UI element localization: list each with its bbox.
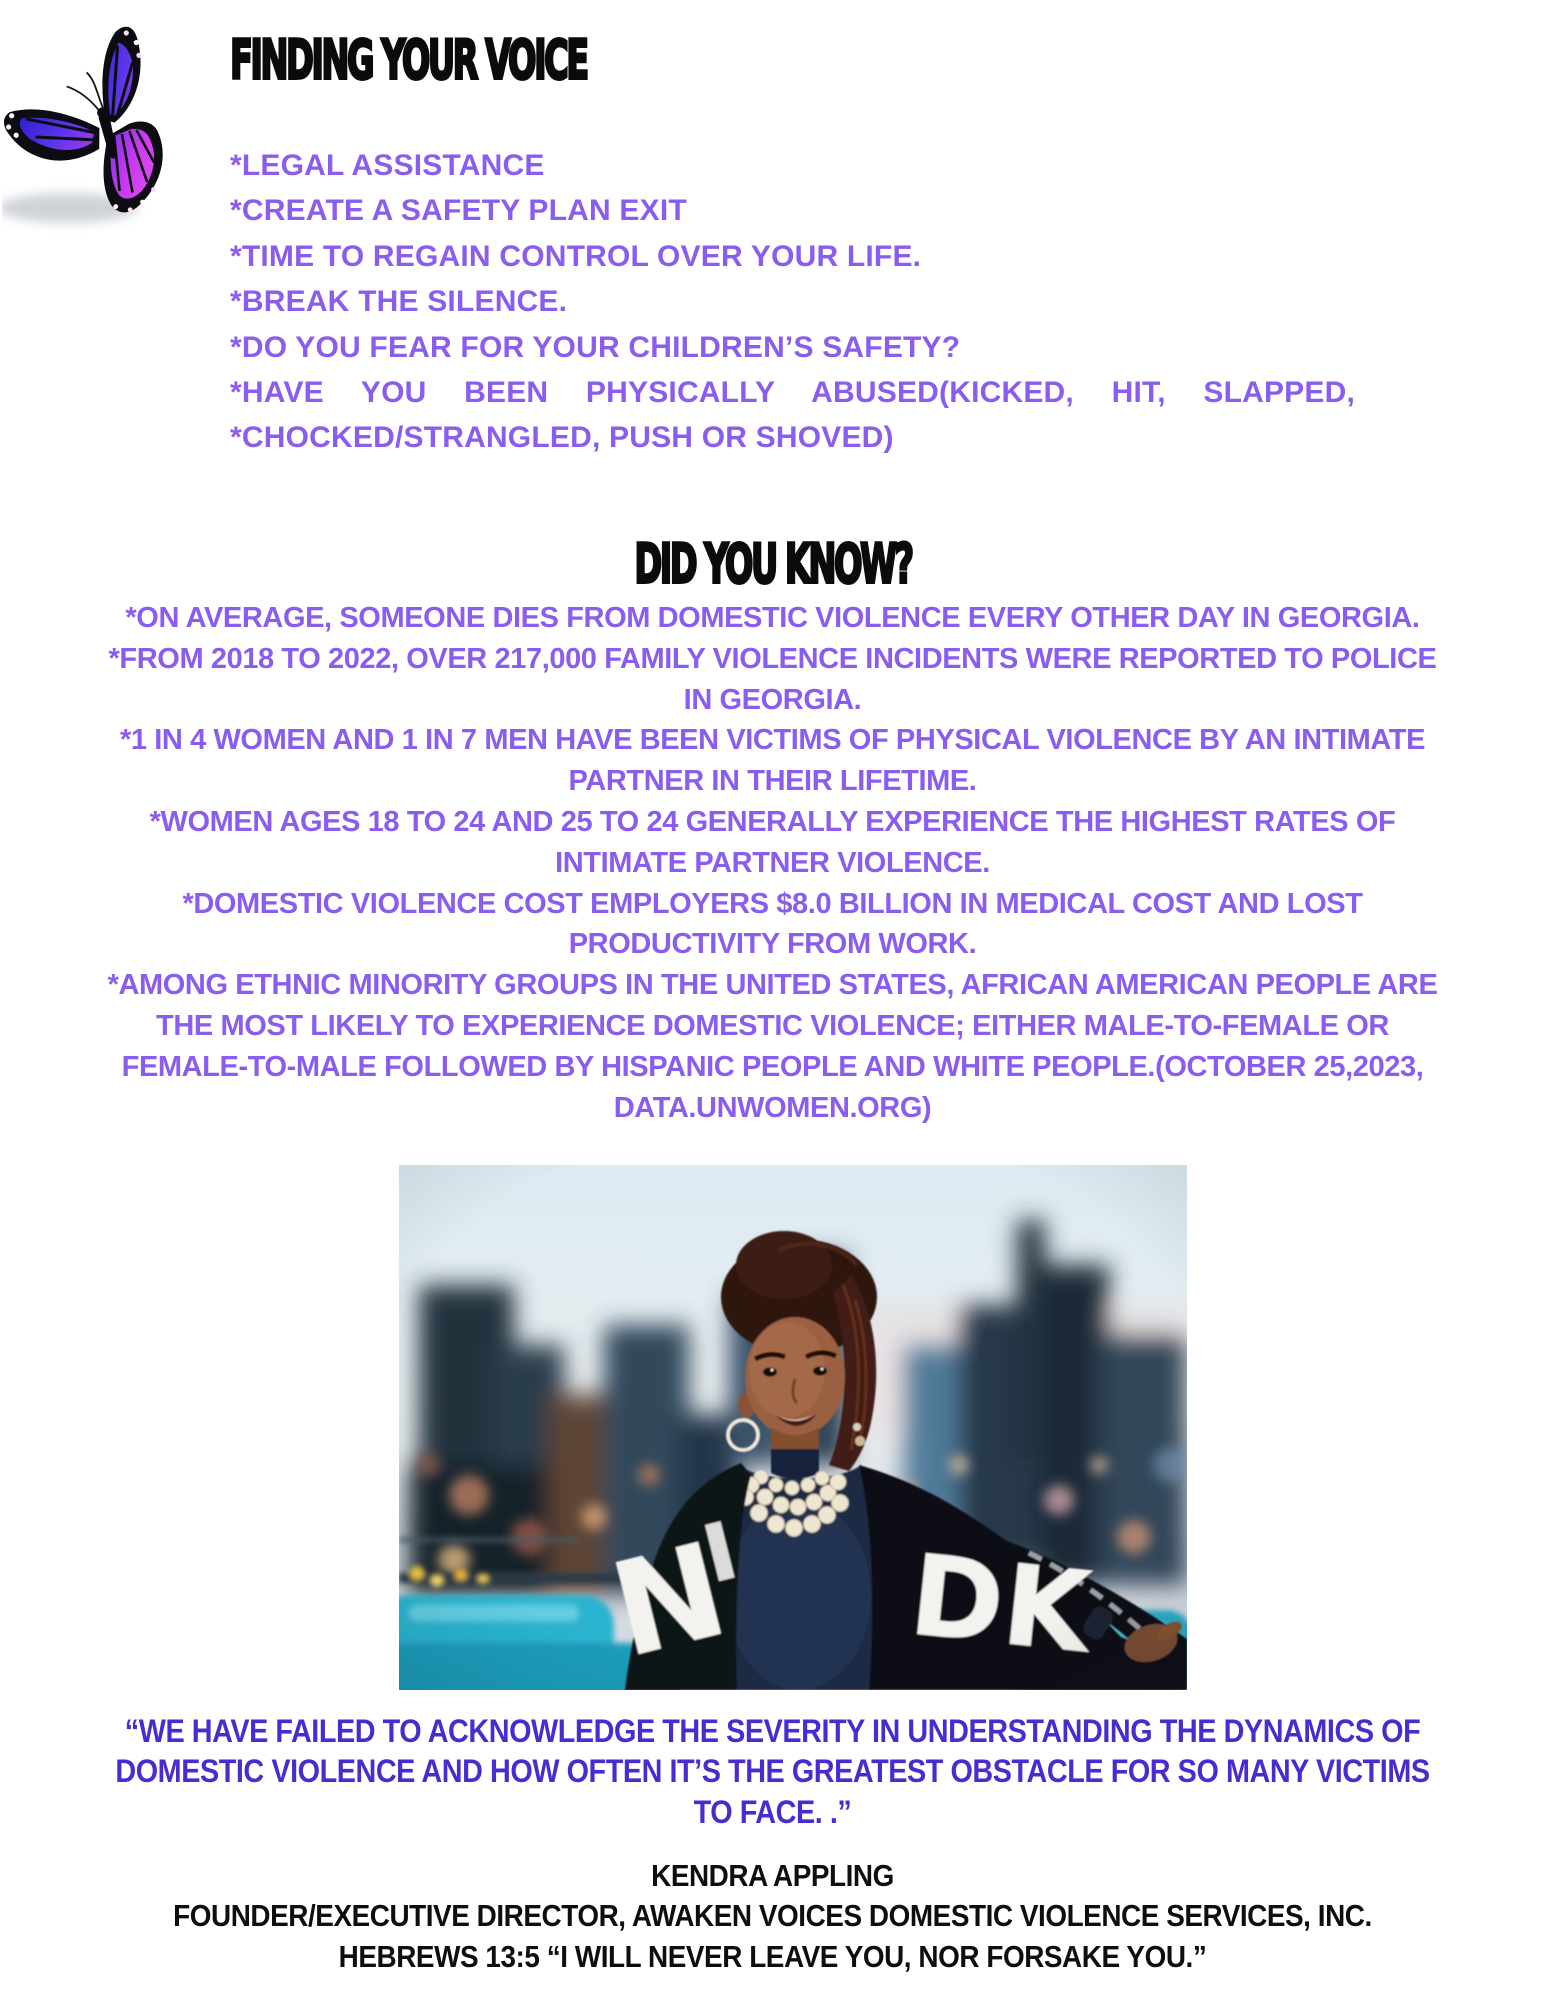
voice-list-item: *CHOCKED/STRANGLED, PUSH OR SHOVED)	[230, 421, 894, 455]
portrait-photo-image	[399, 1165, 1187, 1690]
attribution-name: KENDRA APPLING	[651, 1858, 894, 1893]
fact-line: PRODUCTIVITY FROM WORK.	[568, 928, 977, 961]
fact-line: *FROM 2018 TO 2022, OVER 217,000 FAMILY VIOLENCE INCIDENTS WERE REPORTED TO POLICE	[108, 642, 1437, 675]
voice-list-item: *DO YOU FEAR FOR YOUR CHILDREN’S SAFETY?	[230, 330, 961, 364]
did-you-know-title: DID YOU KNOW?	[633, 533, 912, 597]
attribution-role: FOUNDER/EXECUTIVE DIRECTOR, AWAKEN VOICES DOMESTIC VIOLENCE SERVICES, INC.	[173, 1898, 1372, 1934]
fact-line: *AMONG ETHNIC MINORITY GROUPS IN THE UNITED STATES, AFRICAN AMERICAN PEOPLE ARE	[107, 969, 1438, 1002]
voice-list-item: *LEGAL ASSISTANCE	[230, 149, 545, 182]
page-title: FINDING YOUR VOICE	[230, 29, 587, 93]
voice-list-item: *CREATE A SAFETY PLAN EXIT	[230, 194, 687, 228]
fact-line: FEMALE-TO-MALE FOLLOWED BY HISPANIC PEOPLE AND WHITE PEOPLE.(OCTOBER 25,2023,	[121, 1050, 1424, 1083]
fact-line: DATA.UNWOMEN.ORG)	[613, 1091, 932, 1124]
portrait-photo	[399, 1165, 1187, 1690]
fact-line: *DOMESTIC VIOLENCE COST EMPLOYERS $8.0 BILLION IN MEDICAL COST AND LOST	[182, 887, 1363, 920]
attribution-block	[0, 1856, 1545, 1977]
butterfly-image	[2, 24, 212, 239]
quote-line: “WE HAVE FAILED TO ACKNOWLEDGE THE SEVERITY IN UNDERSTANDING THE DYNAMICS OF	[124, 1713, 1421, 1749]
fact-line: *WOMEN AGES 18 TO 24 AND 25 TO 24 GENERALLY EXPERIENCE THE HIGHEST RATES OF	[149, 805, 1396, 838]
fact-line: PARTNER IN THEIR LIFETIME.	[568, 765, 977, 798]
attribution-verse: HEBREWS 13:5 “I WILL NEVER LEAVE YOU, NOR FORSAKE YOU.”	[338, 1938, 1207, 1974]
voice-list-item: *BREAK THE SILENCE.	[230, 285, 568, 319]
facts-block	[0, 598, 1545, 1128]
fact-line: INTIMATE PARTNER VIOLENCE.	[555, 846, 990, 879]
fact-line: *1 IN 4 WOMEN AND 1 IN 7 MEN HAVE BEEN VICTIMS OF PHYSICAL VIOLENCE BY AN INTIMATE	[119, 724, 1426, 757]
butterfly-icon	[2, 24, 212, 239]
quote-block	[0, 1711, 1545, 1832]
voice-list	[230, 143, 1355, 461]
fact-line: *ON AVERAGE, SOMEONE DIES FROM DOMESTIC VIOLENCE EVERY OTHER DAY IN GEORGIA.	[125, 602, 1420, 634]
fact-line: THE MOST LIKELY TO EXPERIENCE DOMESTIC VIOLENCE; EITHER MALE-TO-FEMALE OR	[156, 1009, 1389, 1042]
voice-list-item: *TIME TO REGAIN CONTROL OVER YOUR LIFE.	[230, 239, 922, 273]
quote-line: TO FACE. .”	[693, 1793, 852, 1830]
voice-list-item: *HAVE YOU BEEN PHYSICALLY ABUSED(KICKED, HIT, SLAPPED,	[230, 376, 1355, 410]
fact-line: IN GEORGIA.	[683, 683, 862, 716]
did-you-know-heading-wrap	[0, 533, 1545, 597]
quote-line: DOMESTIC VIOLENCE AND HOW OFTEN IT’S THE GREATEST OBSTACLE FOR SO MANY VICTIMS	[115, 1753, 1430, 1790]
